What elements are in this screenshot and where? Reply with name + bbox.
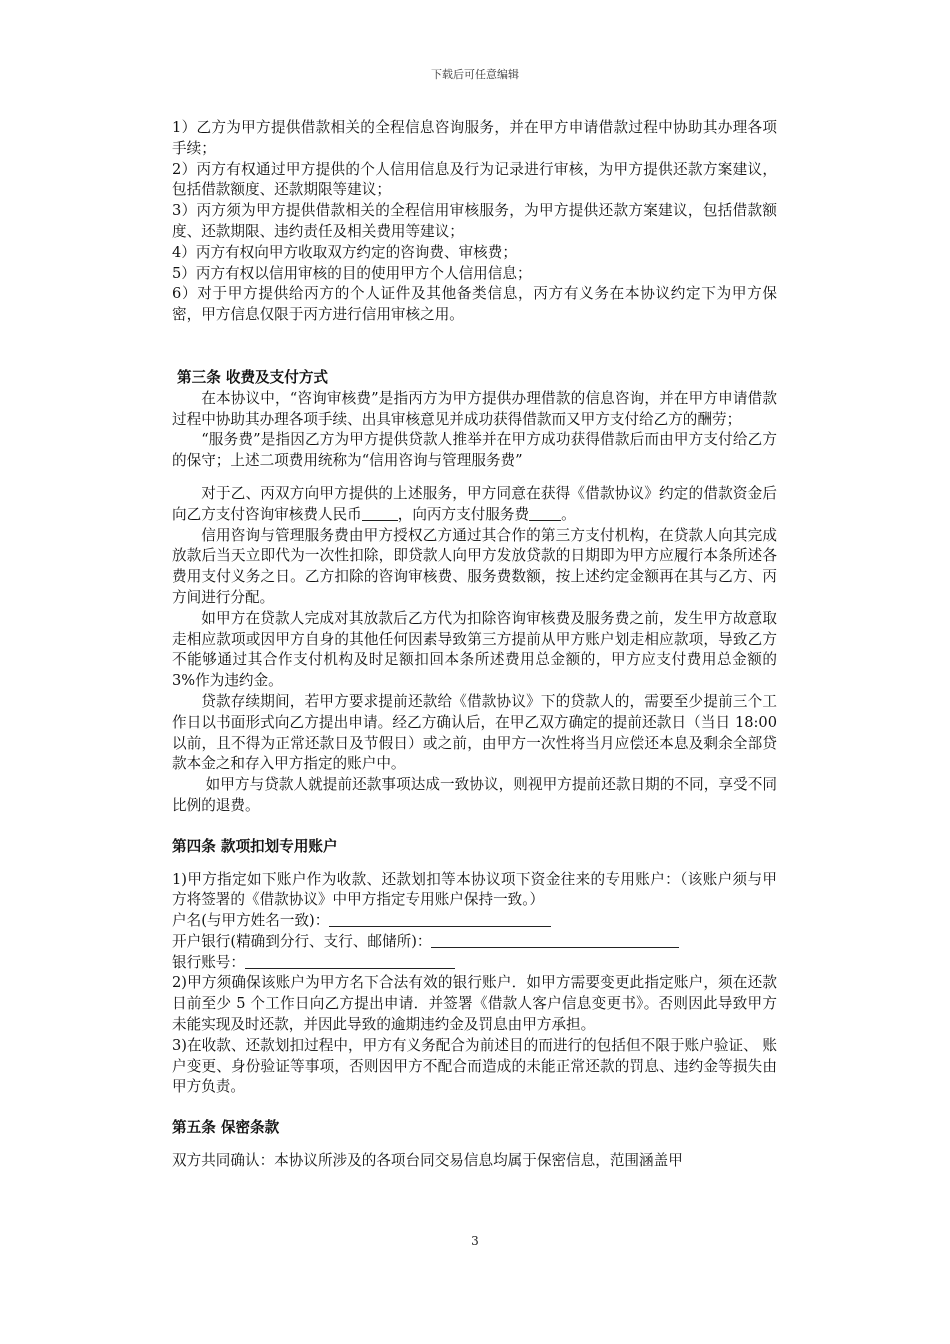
paragraph: 贷款存续期间，若甲方要求提前还款给《借款协议》下的贷款人的，需要至少提前三个工作日以书面形式向乙方提出申请。经乙方确认后，在甲乙双方确定的提前还款日（当日 18:00 以前，且不得为正常还款日及节假日）或之前，由甲方一次性将当月应偿还本息及剩余全部贷款本金之和存入甲方指定的账户中。 (172, 692, 777, 773)
page-header: 下载后可任意编辑 (431, 68, 519, 81)
clause-item: 4）丙方有权向甲方收取双方约定的咨询费、审核费； (172, 243, 517, 261)
paragraph: 双方共同确认：本协议所涉及的各项台同交易信息均属于保密信息，范围涵盖甲 (172, 1152, 683, 1170)
account-name-line (172, 911, 777, 932)
paragraph: 1)甲方指定如下账户作为收款、还款划扣等本协议项下资金往来的专用账户：（该账户须与甲方将签署的《借款协议》中甲方指定专用账户保持一致。） (172, 870, 777, 909)
paragraph: 信用咨询与管理服务费由甲方授权乙方通过其合作的第三方支付机构，在贷款人向其完成放款后当天立即代为一次性扣除，即贷款人向甲方发放贷款的日期即为甲方应履行本条所述各费用支付义务之日。乙方扣除的咨询审核费、服务费数额，按上述约定金额再在其与乙方、丙方间进行分配。 (172, 526, 777, 606)
paragraph: 3)在收款、还款划扣过程中，甲方有义务配合为前述目的而进行的包括但不限于账户验证、 账户变更、身份验证等事项，否则因甲方不配合而造成的未能正常还款的罚息、违约金等损失由甲方负责。 (172, 1036, 777, 1096)
bank-label: 开户银行(精确到分行、支行、邮储所)： (172, 932, 432, 950)
account-number-label: 银行账号： (172, 953, 245, 971)
section-title-account: 第四条 款项扣划专用账户 (172, 837, 338, 855)
account-name-blank[interactable] (329, 912, 551, 927)
paragraph: 在本协议中，“咨询审核费”是指丙方为甲方提供办理借款的信息咨询，并在甲方申请借款过程中协助其办理各项手续、出具审核意见并成功获得借款而又甲方支付给乙方的酬劳； (172, 389, 777, 428)
section-title-confidentiality: 第五条 保密条款 (172, 1119, 280, 1137)
fee-text-b: ，向丙方支付服务费 (397, 505, 530, 523)
bank-blank[interactable] (431, 933, 679, 948)
paragraph: “服务费”是指因乙方为甲方提供贷款人推举并在甲方成功获得借款后而由甲方支付给乙方的保守；上述二项费用统称为“信用咨询与管理服务费” (172, 431, 777, 470)
spacer (172, 1139, 777, 1151)
service-fee-blank[interactable] (529, 506, 561, 521)
fee-amount-paragraph (172, 484, 777, 526)
paragraph: 如甲方在贷款人完成对其放款后乙方代为扣除咨询审核费及服务费之前，发生甲方故意取走相应款项或因甲方自身的其他任何因素导致第三方提前从甲方账户划走相应款项，导致乙方不能够通过其合作支付机构及时足额扣回本条所述费用总金额的，甲方应支付费用总金额的 3%作为违约金。 (172, 609, 777, 690)
section-title-fees: 第三条 收费及支付方式 (177, 368, 329, 386)
account-number-line (172, 953, 777, 974)
fee-text-c: 。 (561, 505, 576, 523)
clause-item: 3）丙方须为甲方提供借款相关的全程信用审核服务，为甲方提供还款方案建议，包括借款额度、还款期限、违约责任及相关费用等建议； (172, 202, 777, 240)
account-number-blank[interactable] (245, 954, 455, 969)
fee-text-a: 对于乙、丙双方向甲方提供的上述服务，甲方同意在获得《借款协议》约定的借款资金后向乙方支付咨询审核费人民币 (172, 484, 777, 523)
clause-item: 2）丙方有权通过甲方提供的个人信用信息及行为记录进行审核，为甲方提供还款方案建议，包括借款额度、还款期限等建议； (172, 160, 777, 199)
clause-item: 6）对于甲方提供给丙方的个人证件及其他备类信息，丙方有义务在本协议约定下为甲方保密，甲方信息仅限于丙方进行信用审核之用。 (172, 285, 777, 324)
spacer (172, 326, 777, 347)
page-number: 3 (471, 1234, 479, 1248)
document-body (172, 118, 777, 1172)
paragraph: 如甲方与贷款人就提前还款事项达成一致协议，则视甲方提前还款日期的不同，享受不同比例的退费。 (172, 776, 777, 814)
paragraph: 2)甲方须确保该账户为甲方名下合法有效的银行账户．如甲方需要变更此指定账户，须在还款日前至少 5 个工作日向乙方提出申请．并签署《借款人客户信息变更书》。否则因此导致甲方未能实现及时还款，并因此导致的逾期违约金及罚息由甲方承担。 (172, 974, 777, 1034)
clause-item: 5）丙方有权以信用审核的目的使用甲方个人信用信息； (172, 264, 532, 282)
spacer (172, 472, 777, 484)
bank-line (172, 932, 777, 953)
account-name-label: 户名(与甲方姓名一致)： (172, 912, 330, 930)
spacer (172, 858, 777, 870)
consult-fee-blank[interactable] (362, 506, 398, 521)
clause-item: 1）乙方为甲方提供借款相关的全程信息咨询服务，并在甲方申请借款过程中协助其办理各项手续； (172, 119, 777, 157)
